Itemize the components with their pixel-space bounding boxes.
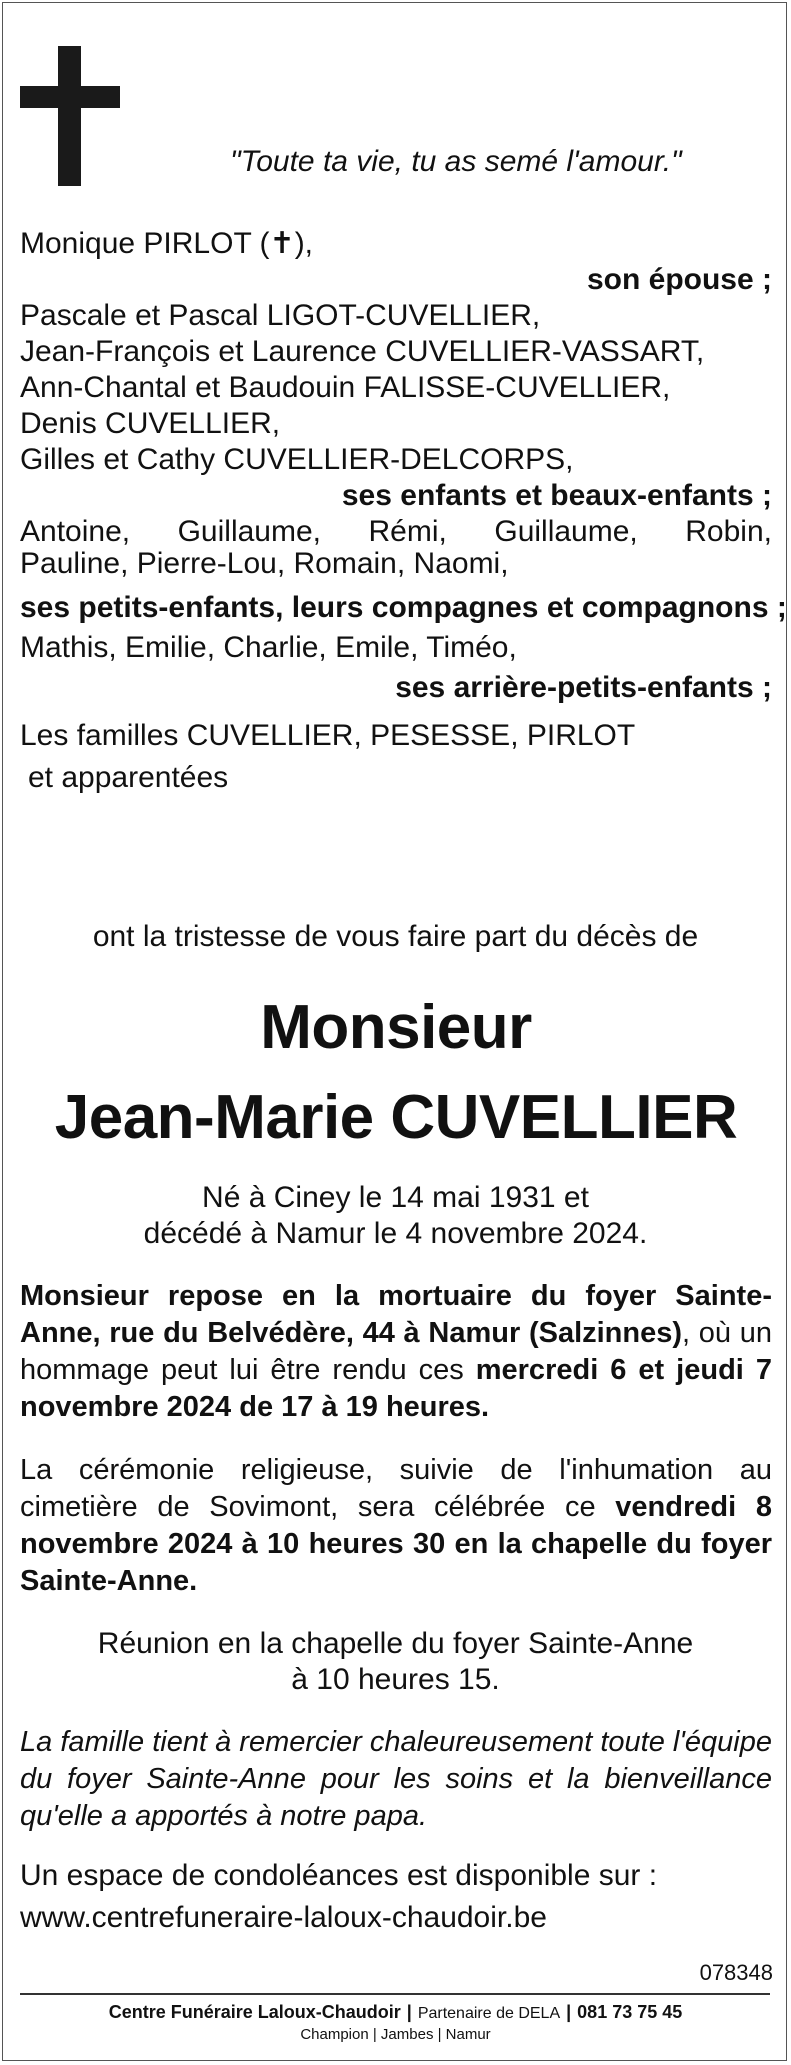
condolences-url[interactable]: www.centrefuneraire-laloux-chaudoir.be xyxy=(20,1901,547,1934)
footer-divider xyxy=(20,1993,770,1995)
families-line: et apparentées xyxy=(28,761,229,794)
deceased-title: Monsieur xyxy=(260,993,532,1062)
visitation-dates: mercredi 6 et jeudi 7 novembre 2024 de 17 à 19 heures. xyxy=(20,1354,772,1423)
announcement-text: ont la tristesse de vous faire part du décès de xyxy=(92,920,699,953)
visitation-paragraph xyxy=(20,1278,772,1426)
meeting-line: à 10 heures 15. xyxy=(291,1663,500,1696)
thanks-paragraph: La famille tient à remercier chaleureusement toute l'équipe du foyer Sainte-Anne pour les soins et la bienveillance qu'elle a apportés à notre papa. xyxy=(20,1726,772,1832)
deceased-name: Jean-Marie CUVELLIER xyxy=(54,1083,738,1152)
children-role: ses enfants et beaux-enfants ; xyxy=(341,479,772,512)
grandchildren-line: Pauline, Pierre-Lou, Romain, Naomi, xyxy=(20,547,509,580)
cross-icon xyxy=(20,46,120,186)
grandchildren-line: Antoine, Guillaume, Rémi, Guillaume, Robin, xyxy=(20,515,772,548)
spouse-name: Monique PIRLOT (✝), xyxy=(20,227,314,260)
birth-line: Né à Ciney le 14 mai 1931 et xyxy=(202,1181,589,1214)
child-line: Gilles et Cathy CUVELLIER-DELCORPS, xyxy=(20,443,574,476)
dates-block xyxy=(0,1180,791,1252)
family-list xyxy=(20,226,787,796)
footer-company-line: Centre Funéraire Laloux-Chaudoir | Partenaire de DELA | 081 73 75 45 xyxy=(108,2002,683,2022)
phone-number: 081 73 75 45 xyxy=(577,2002,683,2022)
epitaph-quote: "Toute ta vie, tu as semé l'amour." xyxy=(230,145,682,178)
great-grandchildren-role: ses arrière-petits-enfants ; xyxy=(395,671,772,704)
footer-locations: Champion | Jambes | Namur xyxy=(300,2026,491,2043)
death-line: décédé à Namur le 4 novembre 2024. xyxy=(143,1217,648,1250)
meeting-block xyxy=(0,1626,791,1698)
reference-number: 078348 xyxy=(699,1960,773,1985)
child-line: Pascale et Pascal LIGOT-CUVELLIER, xyxy=(20,299,541,332)
meeting-line: Réunion en la chapelle du foyer Sainte-Anne xyxy=(97,1627,694,1660)
child-line: Denis CUVELLIER, xyxy=(20,407,281,440)
condolences-text: Un espace de condoléances est disponible sur : xyxy=(20,1859,658,1892)
condolences-block xyxy=(20,1858,772,1936)
great-grandchildren-line: Mathis, Emilie, Charlie, Emile, Timéo, xyxy=(20,631,517,664)
visitation-text: , où un hommage peut lui être rendu ces xyxy=(20,1317,772,1386)
child-line: Jean-François et Laurence CUVELLIER-VASSART, xyxy=(20,335,705,368)
company-name: Centre Funéraire Laloux-Chaudoir xyxy=(108,2002,401,2022)
partner-text: Partenaire de DELA xyxy=(417,2005,561,2022)
grandchildren-role: ses petits-enfants, leurs compagnes et compagnons ; xyxy=(20,591,787,624)
ceremony-paragraph xyxy=(20,1452,772,1600)
ceremony-text: La cérémonie religieuse, suivie de l'inhumation au cimetière de Sovimont, sera célébrée ce xyxy=(20,1454,772,1523)
families-line: Les familles CUVELLIER, PESESSE, PIRLOT xyxy=(20,719,636,752)
visitation-location: Monsieur repose en la mortuaire du foyer Sainte-Anne, rue du Belvédère, 44 à Namur (Salzinnes) xyxy=(20,1280,772,1349)
spouse-role: son épouse ; xyxy=(586,263,772,296)
child-line: Ann-Chantal et Baudouin FALISSE-CUVELLIER, xyxy=(20,371,671,404)
deceased-block xyxy=(20,988,772,1158)
ceremony-date: vendredi 8 novembre 2024 à 10 heures 30 en la chapelle du foyer Sainte-Anne. xyxy=(20,1491,772,1597)
